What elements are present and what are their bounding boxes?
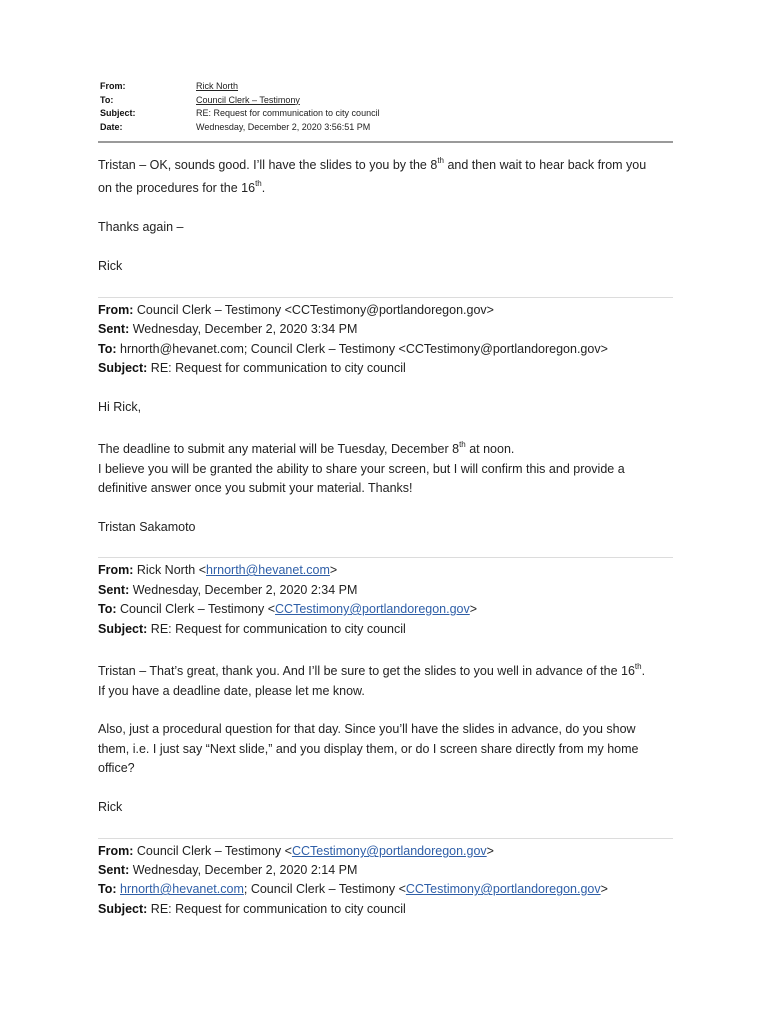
sent-value: Wednesday, December 2, 2020 3:34 PM <box>129 322 358 336</box>
msg3-text: . <box>641 664 646 678</box>
msg1-text: and then wait to hear back from you <box>444 158 647 172</box>
subject-value: RE: Request for communication to city council <box>147 361 406 375</box>
sent-value: Wednesday, December 2, 2020 2:14 PM <box>129 863 358 877</box>
header-divider <box>98 141 673 143</box>
to-label: To: <box>98 602 117 616</box>
from-value: > <box>486 844 494 858</box>
to-value: > <box>600 882 608 896</box>
msg2-subject-row <box>98 361 406 375</box>
header-subject-value: RE: Request for communication to city council <box>196 108 380 118</box>
subject-label: Subject: <box>98 902 148 916</box>
header-to-row <box>100 94 673 108</box>
msg3-text: Tristan – That’s great, thank you. And I’ll be sure to get the slides to you well in advance of the 16 <box>98 664 635 678</box>
to-label: To: <box>98 342 117 356</box>
email-link[interactable]: CCTestimony@portlandoregon.gov <box>405 882 601 896</box>
from-label: From: <box>98 303 134 317</box>
to-value: ; Council Clerk – Testimony < <box>243 882 406 896</box>
header-date-label: Date: <box>100 121 123 132</box>
subject-label: Subject: <box>98 622 148 636</box>
msg3-paragraph2-line2: them, i.e. I just say “Next slide,” and you display them, or do I screen share directly from my home <box>98 742 639 756</box>
msg1-text: Tristan – OK, sounds good. I’ll have the slides to you by the 8 <box>98 158 438 172</box>
msg4-to-row <box>98 882 608 896</box>
msg2-paragraph-line2: I believe you will be granted the ability to share your screen, but I will confirm this and provide a <box>98 462 625 476</box>
msg2-paragraph-line1 <box>98 442 514 456</box>
msg3-paragraph2-line1: Also, just a procedural question for that day. Since you’ll have the slides in advance, do you show <box>98 722 636 736</box>
email-link[interactable]: hrnorth@hevanet.com <box>120 882 244 896</box>
msg3-subject-row <box>98 622 406 636</box>
email-header <box>100 80 673 134</box>
sent-label: Sent: <box>98 322 130 336</box>
msg3-sent-row <box>98 583 357 597</box>
to-label: To: <box>98 882 117 896</box>
email-link[interactable]: CCTestimony@portlandoregon.gov <box>275 602 470 616</box>
msg2-text: at noon. <box>465 442 515 456</box>
from-label: From: <box>98 844 134 858</box>
msg3-paragraph-line2: If you have a deadline date, please let me know. <box>98 684 365 698</box>
ordinal-suffix: th <box>459 440 466 449</box>
msg3-from-row <box>98 563 337 577</box>
header-date-value: Wednesday, December 2, 2020 3:56:51 PM <box>196 121 371 132</box>
msg1-thanks: Thanks again – <box>98 220 184 234</box>
header-to-label: To: <box>100 94 114 105</box>
msg2-sent-row <box>98 322 357 336</box>
ordinal-suffix: th <box>634 662 642 671</box>
sent-value: Wednesday, December 2, 2020 2:34 PM <box>129 583 358 597</box>
from-value: Rick North < <box>133 563 207 577</box>
msg1-text: on the procedures for the 16 <box>98 181 256 195</box>
msg3-paragraph-line1 <box>98 664 645 678</box>
msg2-paragraph-line3: definitive answer once you submit your material. Thanks! <box>98 481 413 495</box>
msg2-to-row <box>98 342 608 356</box>
msg3-signature: Rick <box>98 800 123 814</box>
from-value: Council Clerk – Testimony < <box>133 844 292 858</box>
msg1-text: . <box>261 181 266 195</box>
header-subject-label: Subject: <box>100 108 136 118</box>
to-value: Council Clerk – Testimony < <box>116 602 276 616</box>
subject-value: RE: Request for communication to city council <box>147 902 406 916</box>
msg3-paragraph2-line3: office? <box>98 761 135 775</box>
email-link[interactable]: hrnorth@hevanet.com <box>206 563 330 577</box>
email-link[interactable]: CCTestimony@portlandoregon.gov <box>291 844 487 858</box>
msg1-signature: Rick <box>98 259 123 273</box>
subject-value: RE: Request for communication to city council <box>147 622 406 636</box>
msg2-text: The deadline to submit any material will be Tuesday, December 8 <box>98 442 460 456</box>
header-from-row <box>100 80 673 94</box>
message-divider <box>98 838 673 839</box>
message-divider <box>98 297 673 298</box>
msg4-from-row <box>98 844 494 858</box>
msg4-sent-row <box>98 863 357 877</box>
to-value: > <box>469 602 478 616</box>
ordinal-suffix: th <box>437 156 444 165</box>
sent-label: Sent: <box>98 583 130 597</box>
msg2-signature: Tristan Sakamoto <box>98 520 196 534</box>
msg1-line1 <box>98 158 646 172</box>
header-to-link[interactable]: Council Clerk – Testimony <box>196 94 300 105</box>
from-value: > <box>329 563 338 577</box>
to-value: hrnorth@hevanet.com; Council Clerk – Testimony <CCTestimony@portlandoregon.gov> <box>116 342 608 356</box>
header-from-label: From: <box>100 81 126 91</box>
subject-label: Subject: <box>98 361 148 375</box>
msg3-to-row <box>98 602 477 616</box>
msg1-line2 <box>98 181 265 195</box>
from-value: Council Clerk – Testimony <CCTestimony@portlandoregon.gov> <box>133 303 494 317</box>
msg2-greeting: Hi Rick, <box>98 400 142 414</box>
sent-label: Sent: <box>98 863 130 877</box>
from-label: From: <box>98 563 134 577</box>
header-subject-row <box>100 107 673 121</box>
ordinal-suffix: th <box>255 179 262 188</box>
message-divider <box>98 557 673 558</box>
header-from-link[interactable]: Rick North <box>196 81 239 91</box>
msg4-subject-row <box>98 902 406 916</box>
msg2-from-row <box>98 303 494 317</box>
header-date-row <box>100 121 673 135</box>
